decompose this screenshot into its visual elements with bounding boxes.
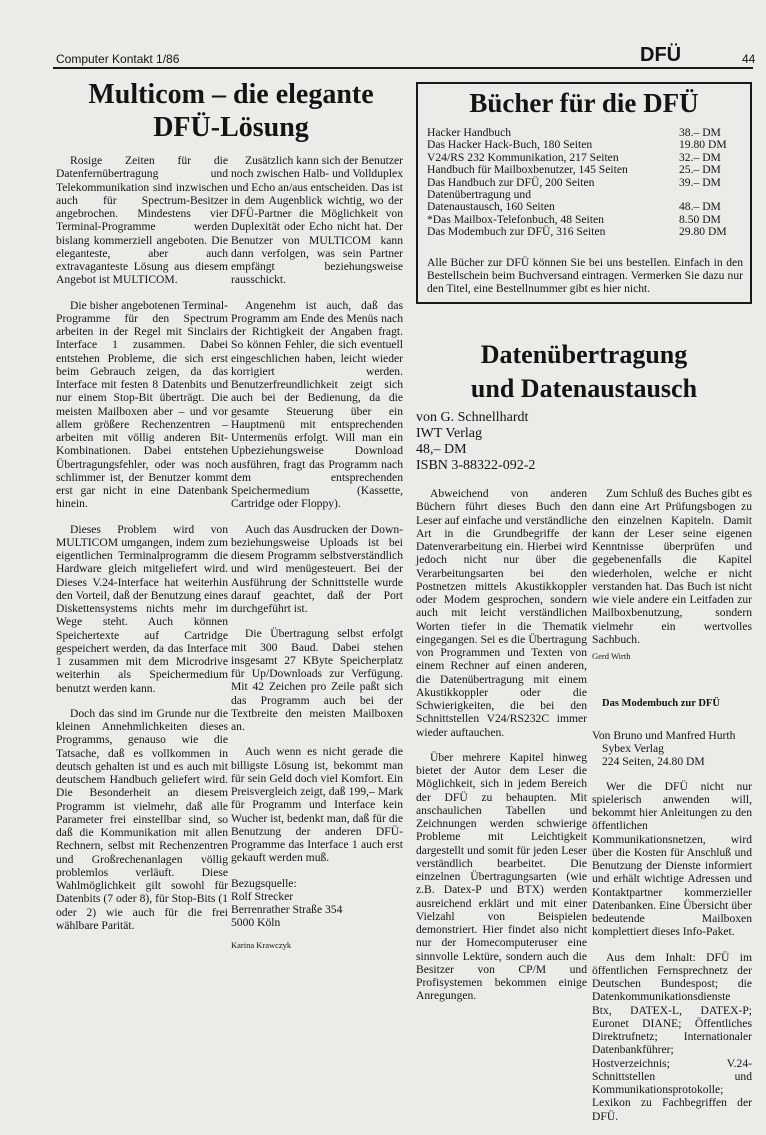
books-box (416, 82, 752, 304)
book-list-title: Datenaustausch, 160 Seiten (427, 200, 555, 214)
book-list-price: 19.80 DM (679, 138, 727, 152)
header-rule (53, 67, 753, 69)
book-list-price: 8.50 DM (679, 212, 721, 226)
book-list-title: Das Handbuch zur DFÜ, 200 Seiten (427, 175, 595, 189)
page-number: 44 (742, 52, 756, 66)
article2-column-2 (592, 487, 752, 1135)
books-box-note: Alle Bücher zur DFÜ können Sie bei uns bestellen. Einfach in den Bestellschein beim Buchversand eintragen. Vermerken Sie dazu nur den Titel, eine Bestellnummer gibt es hier nicht. (427, 256, 743, 295)
book-list-item (427, 201, 743, 213)
paragraph: Über mehrere Kapitel hinweg bietet der Autor dem Leser die Möglichkeit, sich in jedem Bereich der DFÜ zu behaupten. Mit anschaulichen Tabellen und Zeichnungen werden schwierige Probleme mit Leichtigkeit dargestellt und somit für jeden Leser verständlich bearbeitet. Die einzelnen Übertragungsarten (wie z.B. Datex-P und BTX) werden ausreichend erklärt und mit einer Vielzahl von Beispielen demonstriert. Hier findet also nicht nur der Homecomputeruser eine sinnvolle Lektüre, sondern auch die Besitzer von CP/M und Profisystemen bekommen einige Anregungen. (416, 750, 587, 1003)
paragraph: Auch wenn es nicht gerade die billigste Lösung ist, bekommt man für sein Geld doch viel Komfort. Ein Preisvergleich zeigt, daß 199,– Mark für Programm und Interface kein Wucher ist, bedenkt man, daß für die Benutzung der anderen DFÜ-Programme das Interface 1 auch erst gekauft werden muß. (231, 745, 403, 865)
book-list-title: Hacker Handbuch (427, 126, 512, 139)
modembuch-authors: Von Bruno und Manfred Hurth (592, 728, 736, 742)
article1-column-2 (231, 154, 403, 952)
paragraph: Angenehm ist auch, daß das Programm am Ende des Menüs nach der Richtigkeit der Angaben fragt. So können Fehler, die sich eventuell eingeschlichen haben, leicht wieder korrigiert werden. Benutzerfreundlichkeit zeigt sich auch bei der Bedienung, da die gesamte Steuerung über ein Hauptmenü mit entsprechenden Untermenüs erfolgt. Will man ein Upbeziehungsweise Download ausführen, fragt das Programm nach dem entsprechenden Speichermedium (Kassette, Cartridge oder Floppy). (231, 298, 403, 511)
author-signature: Karina Krawczyk (231, 939, 292, 950)
modembuch-publisher: Sybex Verlag (602, 741, 664, 755)
author-signature: Gerd Wirth (592, 651, 631, 661)
book-price: 48,– DM (416, 442, 467, 457)
paragraph: Wer die DFÜ nicht nur spielerisch anwenden will, bekommt hier Anleitungen zu den öffentlichen Kommunikationsnetzen, wird über die Kosten für Anschluß und Benutzung der Dienste informiert und erhält wichtige Adressen und Kontaktpartner kommerzieller Datenbanken. Eine Übersicht über bedeutende Mailboxen komplettiert dieses Info-Paket. (592, 779, 752, 939)
modembuch-pages-price: 224 Seiten, 24.80 DM (602, 754, 705, 768)
publication-name: Computer Kontakt 1/86 (56, 52, 180, 66)
source-label: Bezugsquelle: (231, 876, 297, 890)
section-label: DFÜ (640, 44, 682, 66)
book-list-item (427, 226, 743, 238)
book-list-title: Das Hacker Hack-Buch, 180 Seiten (427, 138, 593, 152)
book-list (427, 127, 743, 239)
book-list-price: 32.– DM (679, 150, 721, 164)
paragraph: Abweichend von anderen Büchern führt dieses Buch den Leser auf einfache und verständliche Art in die Grundbegriffe der Datenverarbeitung ein. Hierbei wird jedoch nicht nur über die Verarbeitungsarten bei den Postnetzen mittels Akustikkoppler oder Modem gesprochen, sondern auch mit leicht verständlichen Worten tiefer in die Thematik eingegangen. Sei es die Übertragung von Programmen und Texten von einem Rechner auf einen anderen, die Datenübertragung mit einem Akustikkoppler oder die Schwierigkeiten, die bei den Schnittstellen V24/RS232C immer wieder auftauchen. (416, 487, 587, 739)
modembuch-title: Das Modembuch zur DFÜ (602, 698, 720, 710)
source-name: Rolf Strecker (231, 889, 294, 903)
article-title-multicom (56, 78, 406, 144)
book-list-price: 39.– DM (679, 175, 721, 189)
book-list-price: 29.80 DM (679, 225, 727, 239)
book-list-title: Datenübertragung und (427, 188, 531, 202)
book-list-price: 25.– DM (679, 163, 721, 177)
paragraph: Zusätzlich kann sich der Benutzer noch zwischen Halb- und Vollduplex und Echo an/aus entscheiden. Das ist in dem Augenblick wichtig, wo der DFÜ-Partner die Möglichkeit von Duplexität oder Echo nicht hat. Der Benutzer von MULTICOM kann dann verfolgen, was sein Partner empfängt beziehungsweise rausschickt. (231, 154, 403, 287)
book-list-price: 38.– DM (679, 126, 721, 139)
book-list-title: *Das Mailbox-Telefonbuch, 48 Seiten (427, 212, 604, 226)
source-city: 5000 Köln (231, 915, 281, 929)
paragraph: Auch das Ausdrucken der Down- beziehungsweise Uploads ist bei diesem Programm selbstverständlich und wird menügesteuert. Bei der Ausführung der Schnittstelle wurde darauf geachtet, daß der Port durchgeführt ist. (231, 522, 403, 615)
paragraph: Zum Schluß des Buches gibt es dann eine Art Prüfungsbogen zu den einzelnen Kapiteln. Damit kann der Leser seine eigenen Kenntnisse überprüfen und gegebenenfalls die Kapitel wiederholen, welche er nicht verstanden hat. Das Buch ist nicht wie viele andere ein Leitfaden zur Mailboxbenutzung, sondern vielmehr ein wertvolles Sachbuch. (592, 487, 752, 646)
book-list-item (427, 164, 743, 176)
book-author: von G. Schnellhardt (416, 410, 529, 425)
book-list-title: Handbuch für Mailboxbenutzer, 145 Seiten (427, 163, 628, 177)
modembuch-meta (592, 729, 752, 768)
book-isbn: ISBN 3-88322-092-2 (416, 458, 536, 473)
title-line-2: DFÜ-Lösung (153, 112, 309, 143)
paragraph: Die bisher angebotenen Terminal-Programme für den Spectrum arbeiten in der Regel mit Sinclairs Interface 1 zusammen. Dabei entstehen Probleme, die sich erst beim Gebrauch zeigen, da das Interface mit festen 8 Datenbits und nur einem Stop-Bit überträgt. Die meisten Mailboxen aber – und vor allem größere Rechenzentren – arbeiten mit völlig anderen Bit-Kombinationen. Dabei entstehen Übertragungsfehler, oder was noch schlimmer ist, der Benutzer kommt erst gar nicht in eine Datenbank hinein. (56, 298, 228, 511)
book-publisher: IWT Verlag (416, 426, 482, 441)
title-line-1: Datenübertragung (480, 340, 688, 369)
book-meta (416, 410, 535, 474)
title-line-2: und Datenaustausch (470, 374, 698, 403)
source-address (231, 877, 403, 929)
source-street: Berrenrather Straße 354 (231, 902, 343, 916)
title-line-1: Multicom – die elegante (88, 79, 374, 110)
article-title-datenuebertragung (416, 338, 752, 406)
book-list-item (427, 139, 743, 151)
paragraph: Dieses Problem wird von MULTICOM umgangen, indem zum eigentlichen Terminalprogramm die Hardware gleich mitgeliefert wird. Dieses V.24-Interface hat weiterhin den Vorteil, daß der Benutzung eines Diskettensystems nichts mehr im Wege steht. Auch können Speichertexte auf Cartridge gespeichert werden, da das Interface 1 zusammen mit dem Microdrive weiterhin als Speichermedium benutzt werden kann. (56, 522, 228, 695)
book-list-title: Das Modembuch zur DFÜ, 316 Seiten (427, 225, 606, 239)
paragraph: Aus dem Inhalt: DFÜ im öffentlichen Fernsprechnetz der Deutschen Bundespost; die Datenkommunikationsdienste Btx, DATEX-L, DATEX-P; Euronet DIANE; Öffentliches Direktrufnetz; Internationaler Datenbankführer; Hostverzeichnis; V.24-Schnittstellen und Kommunikationsprotokolle; Lexikon zu Fachbegriffen der DFÜ. (592, 950, 752, 1123)
article2-column-1 (416, 487, 587, 1015)
paragraph: Doch das sind im Grunde nur die kleinen Annehmlichkeiten dieses Programms, genauso wie die Tatsache, daß es vollkommen in deutsch gehalten ist und es auch mit deutschem Handbuch geliefert wird. Die Besonderheit an diesem Programm ist vielmehr, daß alle Parameter frei einstellbar sind, so daß die Kommunikation mit allen Rechnern, selbst mit Rechenzentren und Großrechenanlagen völlig problemlos verläuft. Diese Wahlmöglichkeit gilt sowohl für Datenbits (7 oder 8), für Stop-Bits (1 oder 2) wie auch für die frei wählbare Parität. (56, 706, 228, 932)
article1-column-1 (56, 154, 228, 944)
book-list-price: 48.– DM (679, 200, 721, 214)
paragraph: Rosige Zeiten für die Datenfernübertragung und Telekommunikation sind inzwischen auch für Spectrum-Besitzer angebrochen. Mindestens vier Terminal-Programme werden bislang kommerziell angeboten. Die eleganteste, aber auch extravaganteste Lösung aus diesem Angebot ist MULTICOM. (56, 154, 228, 287)
paragraph: Die Übertragung selbst erfolgt mit 300 Baud. Dabei stehen insgesamt 27 KByte Speicherplatz für Up/Downloads zur Verfügung. Mit 42 Zeichen pro Zeile paßt sich das Programm auch bei der Textbreite den meisten Mailboxen an. (231, 627, 403, 733)
book-list-title: V24/RS 232 Kommunikation, 217 Seiten (427, 150, 619, 164)
books-box-title: Bücher für die DFÜ (469, 88, 699, 118)
